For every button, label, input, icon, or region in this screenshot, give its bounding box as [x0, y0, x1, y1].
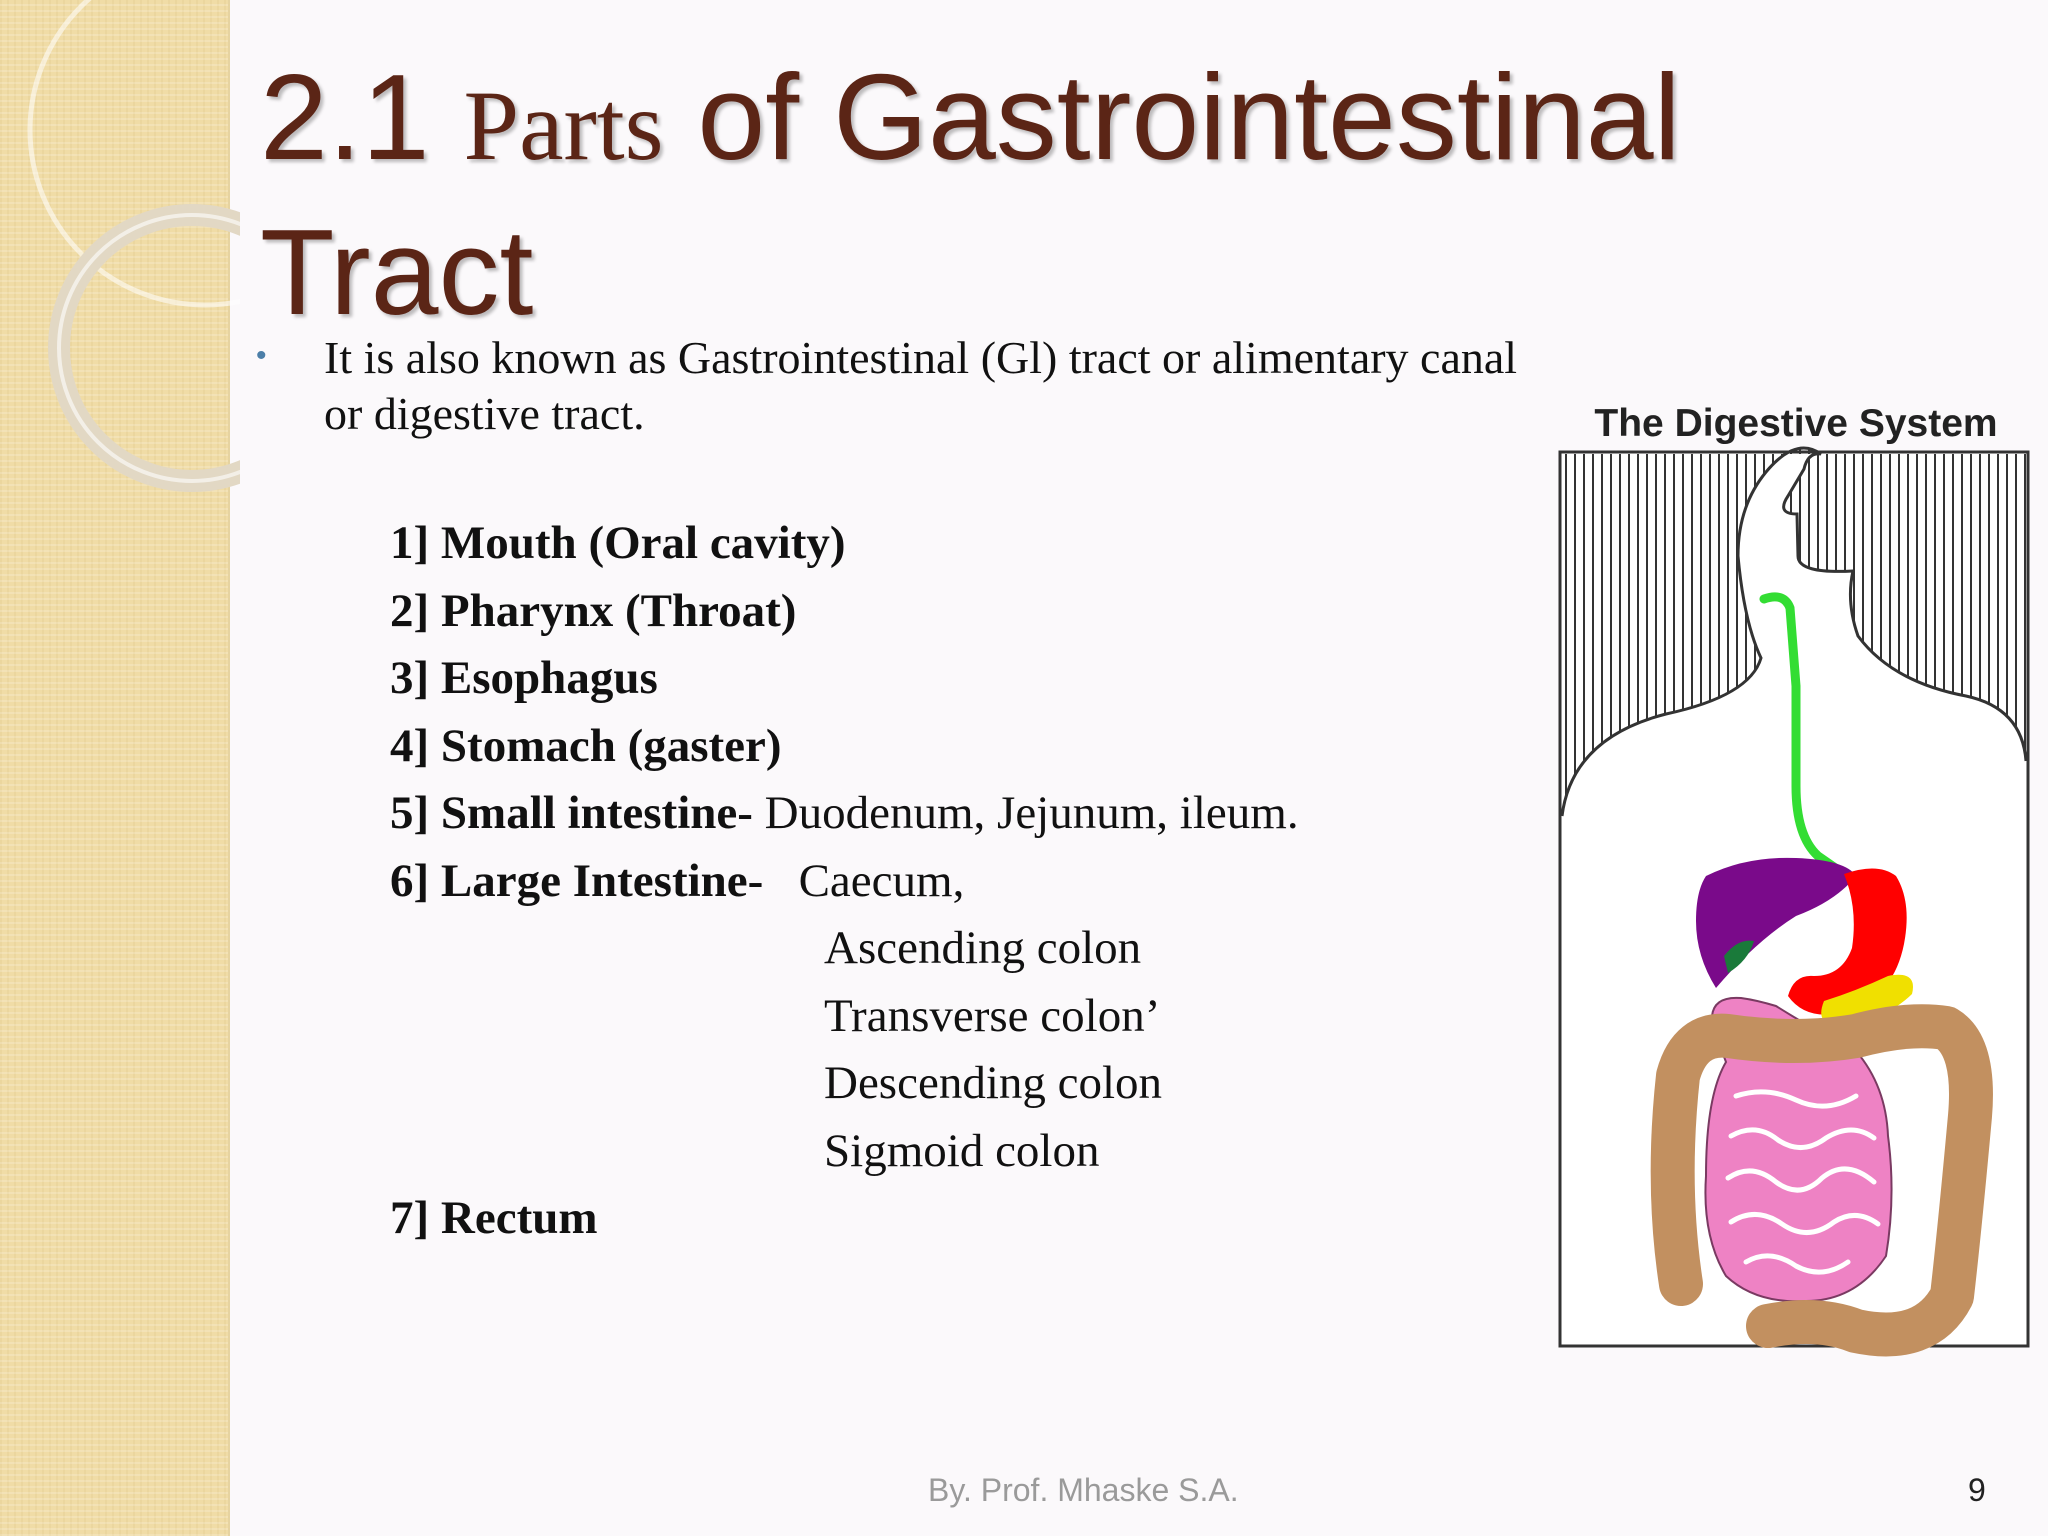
- title-word-parts: Parts: [463, 70, 664, 181]
- digestive-system-diagram: [1556, 396, 2036, 1358]
- list-item: 6] Large Intestine- Caecum,: [390, 854, 965, 907]
- title-number: 2.1: [260, 49, 430, 185]
- list-item: 5] Small intestine- Duodenum, Jejunum, ileum.: [390, 787, 1299, 839]
- large-intestine-subitem: Transverse colon’: [824, 989, 1161, 1042]
- page-number: 9: [1968, 1472, 1986, 1508]
- decorative-circles: [0, 0, 240, 500]
- large-intestine-subitem: Descending colon: [824, 1057, 1163, 1109]
- list-item: 2] Pharynx (Throat): [390, 584, 797, 637]
- title-rest: of Gastrointestinal: [697, 49, 1681, 185]
- slide-title: [260, 44, 1760, 345]
- intro-text: It is also known as Gastrointestinal (Gl) tract or alimentary canal or digestive tract.: [324, 332, 1518, 439]
- list-item: 4] Stomach (gaster): [390, 719, 782, 772]
- footer-author: By. Prof. Mhaske S.A.: [928, 1472, 1239, 1508]
- diagram-title: The Digestive System: [1594, 402, 1998, 445]
- list-item: 7] Rectum: [390, 1192, 598, 1244]
- parts-list: [390, 510, 1490, 1253]
- large-intestine-subitem: Ascending colon: [824, 922, 1142, 974]
- bullet-icon: •: [256, 339, 267, 372]
- large-intestine-subitem: Sigmoid colon: [824, 1124, 1100, 1177]
- title-line2: Tract: [260, 204, 534, 340]
- list-item: 1] Mouth (Oral cavity): [390, 517, 846, 569]
- list-item: 3] Esophagus: [390, 652, 658, 704]
- intro-bullet: [256, 330, 1556, 442]
